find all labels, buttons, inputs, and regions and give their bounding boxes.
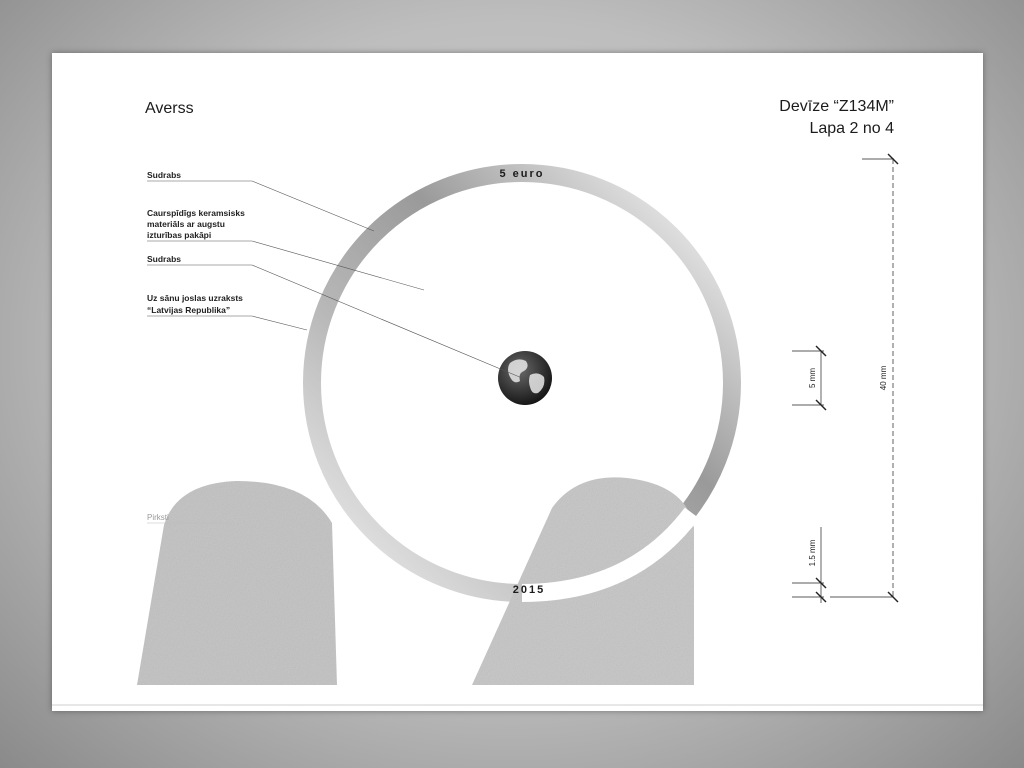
drawing-sheet (52, 53, 983, 711)
dimension-edge-label: 1.5 mm (808, 539, 817, 567)
ring-bottom-text: 2015 (512, 584, 546, 596)
left-finger (137, 481, 337, 685)
callout-label-outer-ring: Sudrabs (147, 170, 182, 180)
dimension-inner-label: 5 mm (808, 368, 817, 388)
callout-label-edge-1: Uz sānu joslas uzraksts (147, 293, 243, 303)
callout-label-ceramic-2: materiāls ar augstu (147, 219, 225, 229)
callout-label-edge-2: “Latvijas Republika” (147, 305, 231, 315)
motto-line: Devīze “Z134M” (779, 98, 894, 115)
callout-label-center: Sudrabs (147, 254, 182, 264)
ring-top-text: 5 euro (499, 168, 545, 180)
callout-label-ceramic-3: izturības pakāpi (147, 230, 212, 240)
page-number-line: Lapa 2 no 4 (809, 120, 894, 137)
side-title: Averss (145, 100, 194, 117)
fingers-label: Pirksti (147, 513, 169, 522)
dimension-overall-label: 40 mm (879, 365, 888, 391)
callout-label-ceramic-1: Caurspīdīgs keramsisks (147, 208, 245, 218)
coin-drawing (52, 53, 983, 711)
